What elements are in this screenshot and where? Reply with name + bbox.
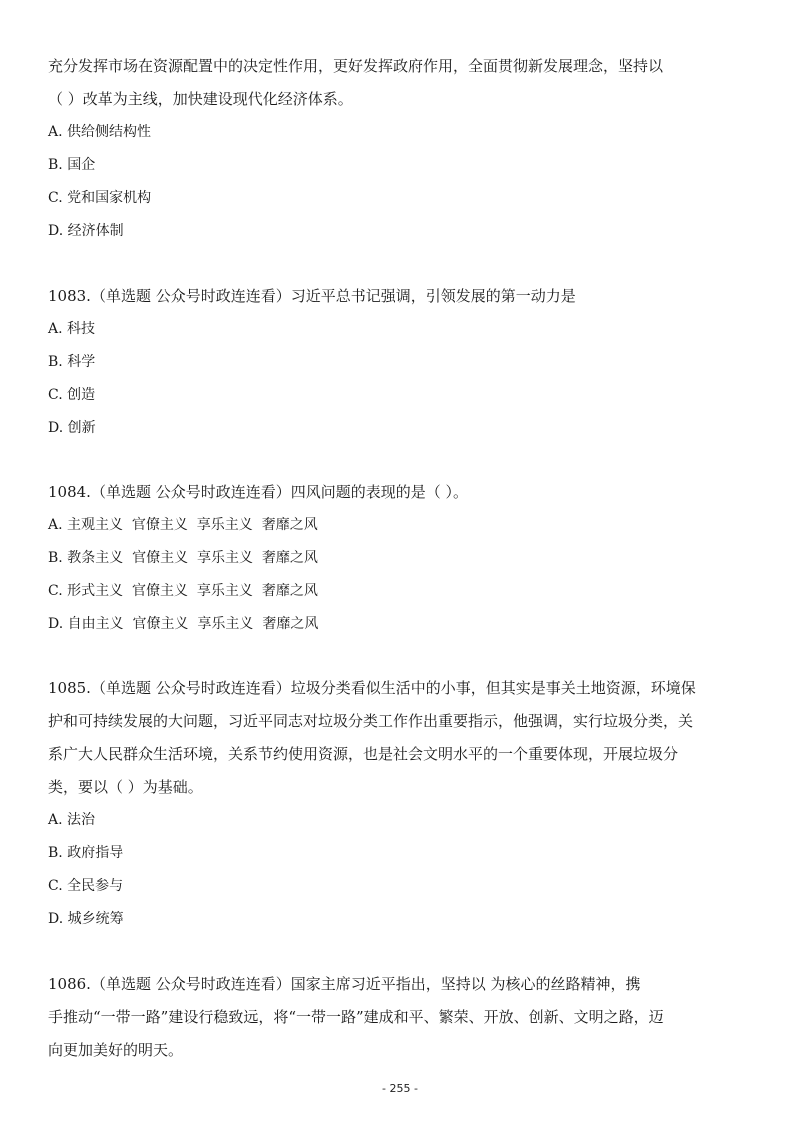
- question-1085: [48, 672, 754, 936]
- question-stem-line: 系广大人民群众生活环境，关系节约使用资源，也是社会文明水平的一个重要体现，开展垃圾分: [48, 745, 679, 763]
- question-stem-line: 1085.（单选题 公众号时政连连看）垃圾分类看似生活中的小事，但其实是事关土地资源，环境保: [48, 679, 696, 697]
- question-stem-line: 向更加美好的明天。: [48, 1041, 184, 1059]
- question-stem-line: （ ）改革为主线，加快建设现代化经济体系。: [48, 90, 353, 108]
- option-c: C. 创造: [48, 387, 96, 403]
- option-a: A. 科技: [48, 321, 96, 337]
- question-1086: [48, 968, 754, 1067]
- question-stem-line: 类，要以（ ）为基础。: [48, 778, 203, 796]
- page-number: - 255 -: [382, 1082, 418, 1095]
- option-a: A. 供给侧结构性: [48, 124, 152, 140]
- option-c: C. 全民参与: [48, 878, 124, 894]
- option-d: D. 自由主义 官僚主义 享乐主义 奢靡之风: [48, 616, 319, 632]
- question-stem-line: 1084.（单选题 公众号时政连连看）四风问题的表现的是（ ）。: [48, 483, 468, 501]
- option-a: A. 主观主义 官僚主义 享乐主义 奢靡之风: [48, 517, 318, 533]
- option-b: B. 政府指导: [48, 845, 124, 861]
- question-stem-line: 充分发挥市场在资源配置中的决定性作用，更好发挥政府作用，全面贯彻新发展理念，坚持以: [48, 57, 664, 75]
- option-b: B. 国企: [48, 157, 96, 173]
- option-c: C. 党和国家机构: [48, 190, 152, 206]
- question-1083: [48, 280, 754, 445]
- option-b: B. 教条主义 官僚主义 享乐主义 奢靡之风: [48, 550, 318, 566]
- question-stem-line: 1083.（单选题 公众号时政连连看）习近平总书记强调，引领发展的第一动力是: [48, 287, 576, 305]
- option-a: A. 法治: [48, 812, 96, 828]
- question-1082: [48, 50, 754, 248]
- question-stem-line: 手推动“一带一路”建设行稳致远，将“一带一路”建成和平、繁荣、开放、创新、文明之路，迈: [48, 1008, 664, 1026]
- question-stem-line: 1086.（单选题 公众号时政连连看）国家主席习近平指出，坚持以 为核心的丝路精神，携: [48, 975, 641, 993]
- option-d: D. 创新: [48, 420, 96, 436]
- option-d: D. 经济体制: [48, 223, 124, 239]
- option-d: D. 城乡统筹: [48, 911, 124, 927]
- option-c: C. 形式主义 官僚主义 享乐主义 奢靡之风: [48, 583, 318, 599]
- option-b: B. 科学: [48, 354, 96, 370]
- question-1084: [48, 476, 754, 641]
- question-stem-line: 护和可持续发展的大问题，习近平同志对垃圾分类工作作出重要指示，他强调，实行垃圾分类，关: [48, 712, 694, 730]
